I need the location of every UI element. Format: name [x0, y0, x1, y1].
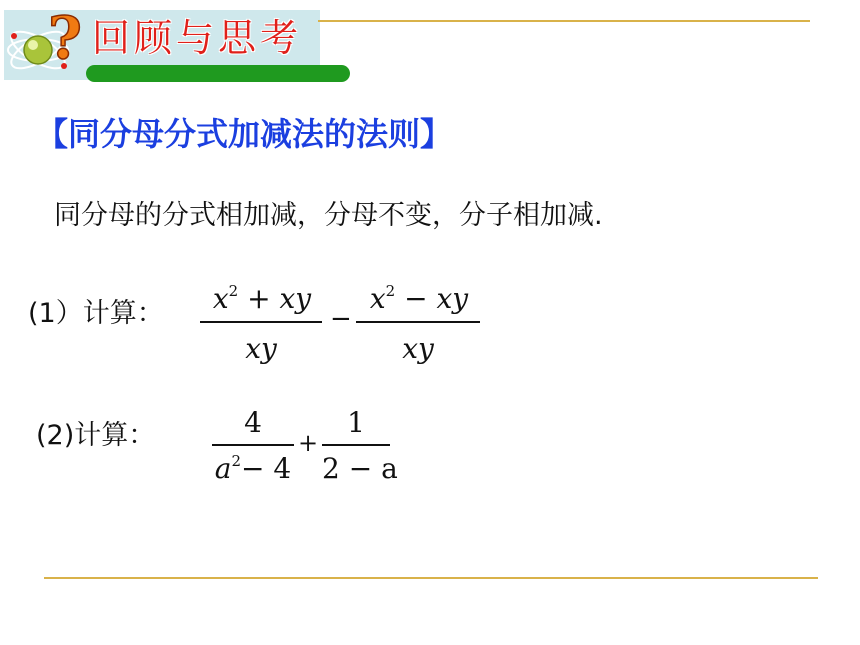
frac2-num-base: x — [369, 282, 386, 315]
problem2-frac2-bar — [322, 444, 390, 446]
frac1-num-exp: 2 — [228, 282, 239, 300]
p2-den-base: a — [214, 452, 232, 485]
question-atom-icon — [2, 6, 90, 84]
problem1-frac2-denominator: xy — [402, 332, 434, 365]
top-divider — [318, 20, 810, 22]
problem1-frac1-numerator — [202, 282, 322, 320]
problem2-frac2-denominator: 2 − a — [322, 452, 398, 485]
problem2-operator: + — [298, 429, 319, 457]
section-title: 【同分母分式加减法的法则】 — [36, 115, 453, 153]
frac1-num-rest: + xy — [247, 282, 312, 315]
problem1-operator: − — [330, 304, 352, 334]
p2-den-rest: − 4 — [241, 452, 292, 485]
p2-den-exp: 2 — [231, 452, 242, 470]
rule-statement: 同分母的分式相加减，分母不变，分子相加减. — [54, 200, 603, 231]
bottom-divider — [44, 577, 818, 579]
problem1-frac2-numerator — [358, 282, 480, 320]
frac2-num-exp: 2 — [385, 282, 396, 300]
svg-text:?: ? — [48, 6, 82, 72]
problem2-frac1-bar — [212, 444, 294, 446]
problem2-frac1-numerator: 4 — [244, 406, 262, 439]
frac2-num-rest: − xy — [404, 282, 469, 315]
problem2-frac1-denominator — [212, 452, 294, 490]
problem2-frac2-numerator: 1 — [347, 406, 365, 439]
frac1-num-base: x — [212, 282, 229, 315]
problem1-frac1-bar — [200, 321, 322, 323]
problem1-frac1-denominator: xy — [245, 332, 277, 365]
header-title: 回顾与思考 — [92, 16, 303, 60]
header-underline-bar — [86, 65, 350, 82]
problem1-label: (1）计算： — [28, 298, 164, 329]
problem2-label: (2)计算： — [36, 420, 156, 451]
problem1-frac2-bar — [356, 321, 480, 323]
